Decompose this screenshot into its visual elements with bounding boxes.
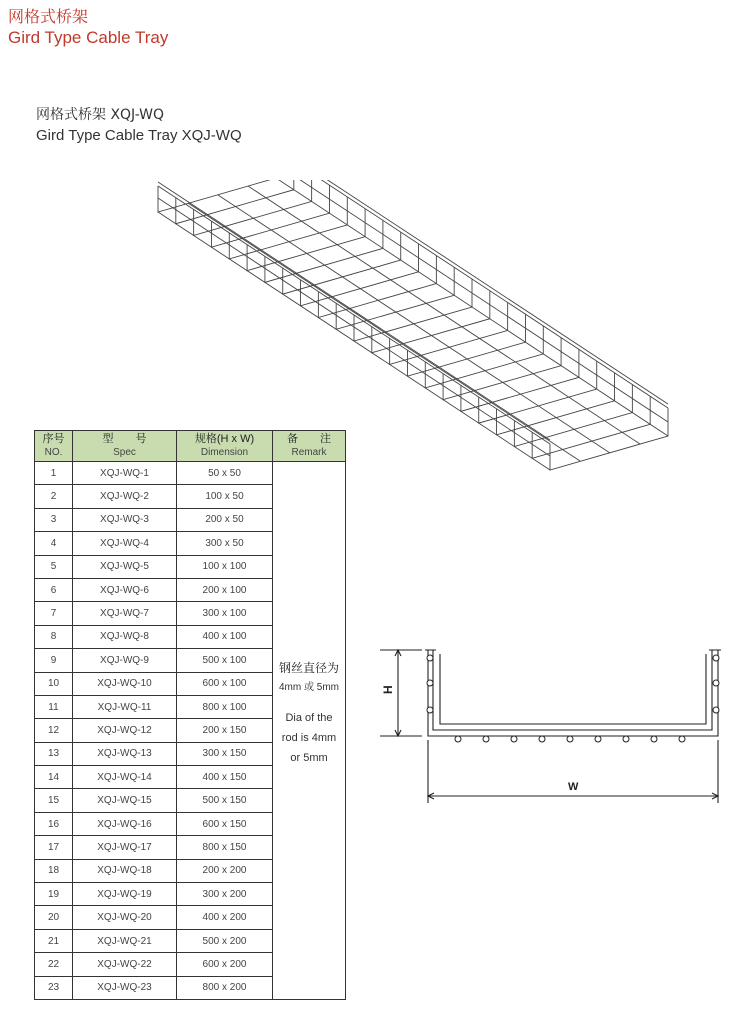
row-no: 5 <box>35 555 73 578</box>
row-dimension: 400 x 200 <box>177 906 273 929</box>
row-spec: XQJ-WQ-6 <box>73 578 177 601</box>
row-spec: XQJ-WQ-2 <box>73 485 177 508</box>
row-dimension: 200 x 150 <box>177 719 273 742</box>
row-spec: XQJ-WQ-8 <box>73 625 177 648</box>
row-dimension: 100 x 100 <box>177 555 273 578</box>
col-dimension-header: 规格(H x W) Dimension <box>177 431 273 462</box>
row-dimension: 800 x 200 <box>177 976 273 999</box>
row-spec: XQJ-WQ-5 <box>73 555 177 578</box>
row-dimension: 800 x 150 <box>177 836 273 859</box>
remark-cn-1: 钢丝直径为 <box>278 661 339 675</box>
remark-en-3: or 5mm <box>290 752 328 764</box>
row-dimension: 300 x 100 <box>177 602 273 625</box>
page-title-en: Gird Type Cable Tray <box>8 28 169 47</box>
row-dimension: 50 x 50 <box>177 462 273 485</box>
row-dimension: 500 x 200 <box>177 929 273 952</box>
row-no: 3 <box>35 508 73 531</box>
row-dimension: 200 x 100 <box>177 578 273 601</box>
row-no: 13 <box>35 742 73 765</box>
width-label: W <box>568 781 579 793</box>
row-no: 12 <box>35 719 73 742</box>
row-no: 15 <box>35 789 73 812</box>
row-no: 8 <box>35 625 73 648</box>
row-spec: XQJ-WQ-19 <box>73 883 177 906</box>
row-spec: XQJ-WQ-13 <box>73 742 177 765</box>
row-no: 16 <box>35 812 73 835</box>
height-label: H <box>381 685 395 694</box>
col-no-header: 序号 NO. <box>35 431 73 462</box>
row-no: 19 <box>35 883 73 906</box>
row-spec: XQJ-WQ-14 <box>73 766 177 789</box>
row-no: 18 <box>35 859 73 882</box>
row-spec: XQJ-WQ-7 <box>73 602 177 625</box>
row-spec: XQJ-WQ-18 <box>73 859 177 882</box>
row-no: 9 <box>35 649 73 672</box>
remark-cell <box>273 462 346 1000</box>
row-spec: XQJ-WQ-23 <box>73 976 177 999</box>
row-no: 6 <box>35 578 73 601</box>
row-no: 20 <box>35 906 73 929</box>
row-no: 11 <box>35 695 73 718</box>
row-spec: XQJ-WQ-3 <box>73 508 177 531</box>
row-spec: XQJ-WQ-21 <box>73 929 177 952</box>
table-row <box>35 462 346 485</box>
row-spec: XQJ-WQ-16 <box>73 812 177 835</box>
row-no: 4 <box>35 532 73 555</box>
row-dimension: 300 x 150 <box>177 742 273 765</box>
row-dimension: 500 x 100 <box>177 649 273 672</box>
row-dimension: 400 x 150 <box>177 766 273 789</box>
row-dimension: 300 x 200 <box>177 883 273 906</box>
row-spec: XQJ-WQ-12 <box>73 719 177 742</box>
row-no: 22 <box>35 953 73 976</box>
row-no: 17 <box>35 836 73 859</box>
row-no: 2 <box>35 485 73 508</box>
row-spec: XQJ-WQ-1 <box>73 462 177 485</box>
row-dimension: 600 x 150 <box>177 812 273 835</box>
row-no: 10 <box>35 672 73 695</box>
row-dimension: 300 x 50 <box>177 532 273 555</box>
col-remark-header: 备 注 Remark <box>273 431 346 462</box>
row-dimension: 200 x 50 <box>177 508 273 531</box>
row-spec: XQJ-WQ-4 <box>73 532 177 555</box>
remark-cn-2: 4mm 或 5mm <box>279 682 339 693</box>
product-title-en: Gird Type Cable Tray XQJ-WQ <box>36 127 242 144</box>
row-dimension: 100 x 50 <box>177 485 273 508</box>
row-dimension: 600 x 200 <box>177 953 273 976</box>
row-spec: XQJ-WQ-15 <box>73 789 177 812</box>
remark-en-1: Dia of the <box>285 712 333 724</box>
row-spec: XQJ-WQ-10 <box>73 672 177 695</box>
row-dimension: 200 x 200 <box>177 859 273 882</box>
row-spec: XQJ-WQ-20 <box>73 906 177 929</box>
row-dimension: 600 x 100 <box>177 672 273 695</box>
row-no: 14 <box>35 766 73 789</box>
row-dimension: 400 x 100 <box>177 625 273 648</box>
row-no: 7 <box>35 602 73 625</box>
product-title-cn: 网格式桥架 XQJ-WQ <box>36 107 165 123</box>
spec-table <box>34 430 346 1000</box>
row-spec: XQJ-WQ-11 <box>73 695 177 718</box>
row-dimension: 800 x 100 <box>177 695 273 718</box>
page-title-cn: 网格式桥架 <box>8 7 89 26</box>
row-no: 1 <box>35 462 73 485</box>
remark-en-2: rod is 4mm <box>281 732 337 744</box>
row-no: 21 <box>35 929 73 952</box>
cross-section-diagram <box>378 638 728 813</box>
row-dimension: 500 x 150 <box>177 789 273 812</box>
row-spec: XQJ-WQ-17 <box>73 836 177 859</box>
col-spec-header: 型 号 Spec <box>73 431 177 462</box>
row-no: 23 <box>35 976 73 999</box>
row-spec: XQJ-WQ-22 <box>73 953 177 976</box>
table-header-row <box>35 431 346 462</box>
row-spec: XQJ-WQ-9 <box>73 649 177 672</box>
